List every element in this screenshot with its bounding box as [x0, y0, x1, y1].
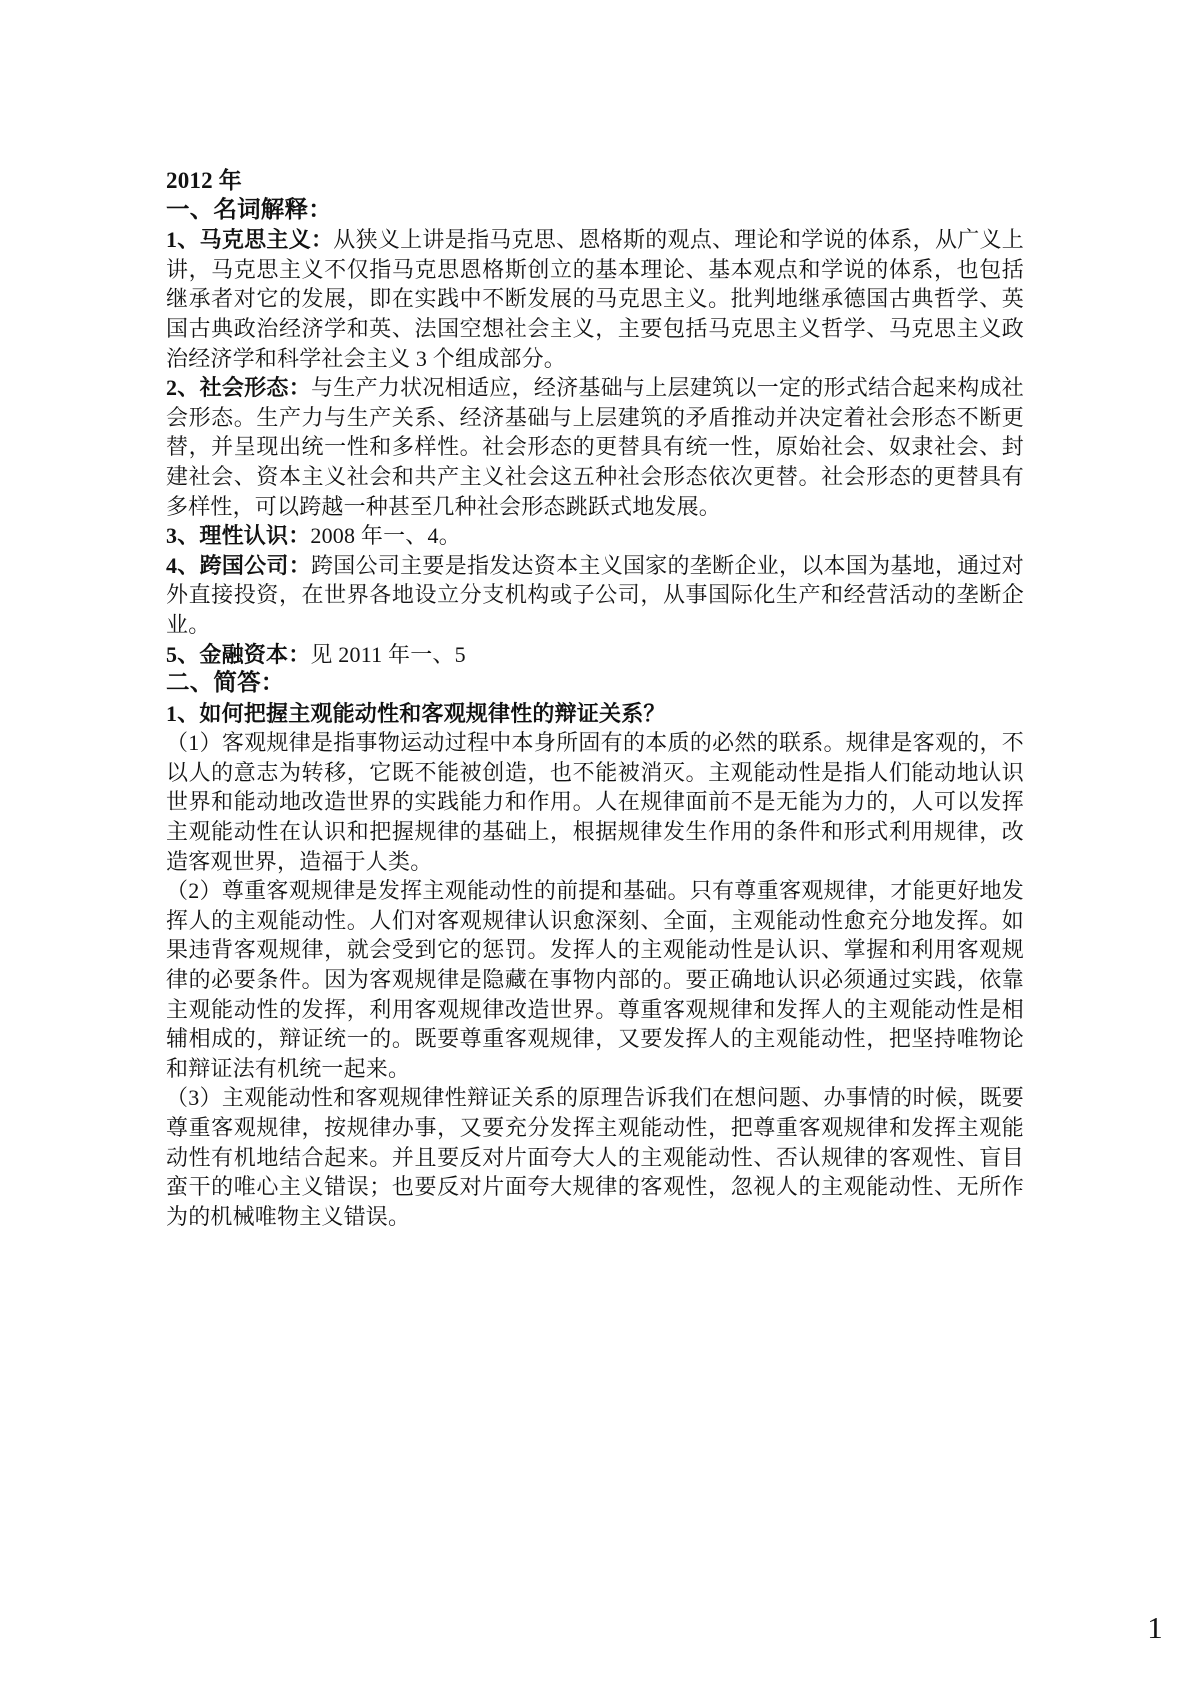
year-heading: 2012 年 — [166, 168, 242, 193]
document-body — [166, 166, 1024, 1231]
definition-item-3 — [166, 521, 1024, 551]
definition-item-3-text: 2008 年一、4。 — [310, 523, 461, 549]
definition-item-5-text: 见 2011 年一、5 — [310, 641, 466, 667]
section-2-heading: 二、简答： — [166, 670, 285, 697]
definition-item-5 — [166, 640, 1024, 670]
definition-item-4 — [166, 551, 1024, 640]
question-1-heading: 1、如何把握主观能动性和客观规律性的辩证关系？ — [166, 700, 666, 726]
definition-item-1-text: 从狭义上讲是指马克思、恩格斯的观点、理论和学说的体系，从广义上讲，马克思主义不仅指马克思恩格斯创立的基本理论、基本观点和学说的体系，也包括继承者对它的发展，即在实践中不断发展的马克思主义。批判地继承德国古典哲学、英国古典政治经济学和英、法国空想社会主义，主要包括马克思主义哲学、马克思主义政治经济学和科学社会主义 3 个组成部分。 — [166, 227, 1024, 371]
definition-item-1 — [166, 225, 1024, 373]
page-number: 1 — [1147, 1610, 1163, 1645]
answer-paragraph-2: （2）尊重客观规律是发挥主观能动性的前提和基础。只有尊重客观规律，才能更好地发挥人的主观能动性。人们对客观规律认识愈深刻、全面，主观能动性愈充分地发挥。如果违背客观规律，就会受到它的惩罚。发挥人的主观能动性是认识、掌握和利用客观规律的必要条件。因为客观规律是隐藏在事物内部的。要正确地认识必须通过实践，依靠主观能动性的发挥，利用客观规律改造世界。尊重客观规律和发挥人的主观能动性是相辅相成的，辩证统一的。既要尊重客观规律，又要发挥人的主观能动性，把坚持唯物论和辩证法有机统一起来。 — [166, 878, 1024, 1081]
definition-item-2-label: 2、社会形态： — [166, 375, 311, 401]
definition-item-4-label: 4、跨国公司： — [166, 552, 311, 578]
answer-paragraph-1: （1）客观规律是指事物运动过程中本身所固有的本质的必然的联系。规律是客观的，不以人的意志为转移，它既不能被创造，也不能被消灭。主观能动性是指人们能动地认识世界和能动地改造世界的实践能力和作用。人在规律面前不是无能为力的，人可以发挥主观能动性在认识和把握规律的基础上，根据规律发生作用的条件和形式利用规律，改造客观世界，造福于人类。 — [166, 730, 1024, 874]
definition-item-2-text: 与生产力状况相适应，经济基础与上层建筑以一定的形式结合起来构成社会形态。生产力与生产关系、经济基础与上层建筑的矛盾推动并决定着社会形态不断更替，并呈现出统一性和多样性。社会形态的更替具有统一性，原始社会、奴隶社会、封建社会、资本主义社会和共产主义社会这五种社会形态依次更替。社会形态的更替具有多样性，可以跨越一种甚至几种社会形态跳跃式地发展。 — [166, 375, 1025, 519]
definition-item-2 — [166, 373, 1024, 521]
definition-item-4-text: 跨国公司主要是指发达资本主义国家的垄断企业，以本国为基地，通过对外直接投资，在世界各地设立分支机构或子公司，从事国际化生产和经营活动的垄断企业。 — [166, 552, 1025, 637]
definition-item-3-label: 3、理性认识： — [166, 523, 311, 549]
answer-paragraph-3: （3）主观能动性和客观规律性辩证关系的原理告诉我们在想问题、办事情的时候，既要尊重客观规律，按规律办事，又要充分发挥主观能动性，把尊重客观规律和发挥主观能动性有机地结合起来。并且要反对片面夸大人的主观能动性、否认规律的客观性、盲目蛮干的唯心主义错误；也要反对片面夸大规律的客观性，忽视人的主观能动性、无所作为的机械唯物主义错误。 — [166, 1085, 1024, 1229]
definition-item-5-label: 5、金融资本： — [166, 641, 311, 667]
section-1-heading: 一、名词解释： — [166, 196, 332, 223]
definition-item-1-label: 1、马克思主义： — [166, 227, 334, 253]
